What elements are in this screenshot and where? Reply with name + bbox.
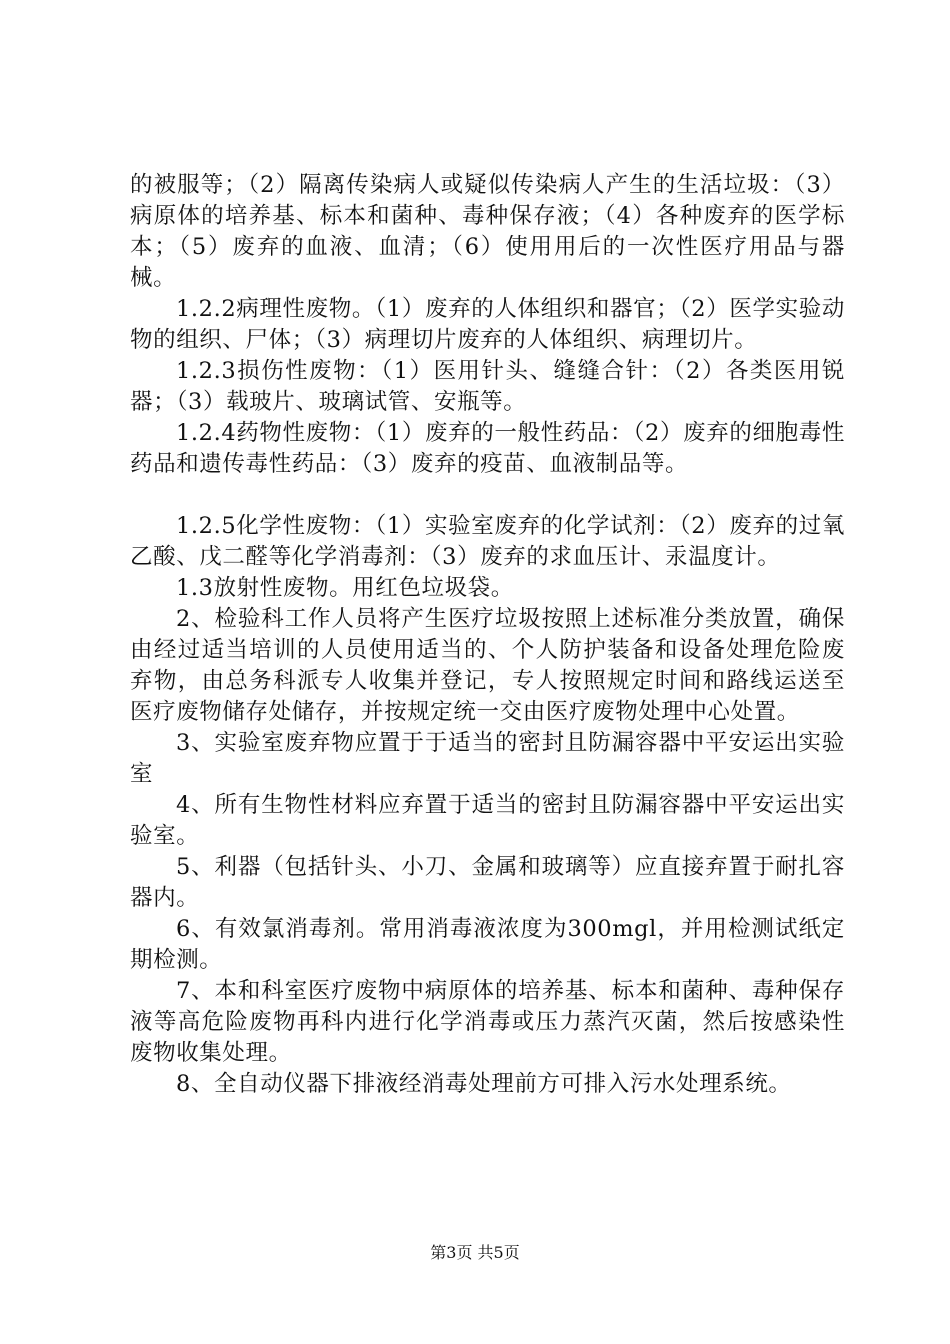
paragraph-chemical-waste: 1.2.5化学性废物：（1）实验室废弃的化学试剂：（2）废弃的过氧乙酸、戊二醛等化学消毒剂：（3）废弃的求血压计、汞温度计。	[130, 513, 845, 570]
paragraph-item-8: 8、全自动仪器下排液经消毒处理前方可排入污水处理系统。	[176, 1071, 792, 1097]
paragraph-item-7: 7、本和科室医疗废物中病原体的培养基、标本和菌种、毒种保存液等高危险废物再科内进行化学消毒或压力蒸汽灭菌，然后按感染性废物收集处理。	[130, 978, 845, 1066]
paragraph-item-6: 6、有效氯消毒剂。常用消毒液浓度为300mgl，并用检测试纸定期检测。	[130, 916, 845, 973]
paragraph-pharmaceutical-waste: 1.2.4药物性废物：（1）废弃的一般性药品：（2）废弃的细胞毒性药品和遗传毒性药品：（3）废弃的疫苗、血液制品等。	[130, 420, 845, 477]
paragraph-continued: 的被服等；（2）隔离传染病人或疑似传染病人产生的生活垃圾：（3）病原体的培养基、标本和菌种、毒种保存液；（4）各种废弃的医学标本；（5）废弃的血液、血清；（6）使用用后的一次性医疗用品与器械。	[130, 172, 845, 291]
paragraph-pathological-waste: 1.2.2病理性废物。（1）废弃的人体组织和器官；（2）医学实验动物的组织、尸体；（3）病理切片废弃的人体组织、病理切片。	[130, 296, 845, 353]
paragraph-item-4: 4、所有生物性材料应弃置于适当的密封且防漏容器中平安运出实验室。	[130, 792, 845, 849]
paragraph-radioactive-waste: 1.3放射性废物。用红色垃圾袋。	[176, 575, 514, 601]
paragraph-item-3: 3、实验室废弃物应置于于适当的密封且防漏容器中平安运出实验室	[130, 730, 845, 787]
document-body	[130, 170, 845, 1100]
paragraph-item-5: 5、利器（包括针头、小刀、金属和玻璃等）应直接弃置于耐扎容器内。	[130, 854, 845, 911]
page-number-footer: 第3页 共5页	[430, 1243, 520, 1262]
paragraph-item-2: 2、检验科工作人员将产生医疗垃圾按照上述标准分类放置，确保由经过适当培训的人员使用适当的、个人防护装备和设备处理危险废弃物，由总务科派专人收集并登记，专人按照规定时间和路线运送至医疗废物储存处储存，并按规定统一交由医疗废物处理中心处置。	[130, 606, 845, 725]
paragraph-injurious-waste: 1.2.3损伤性废物：（1）医用针头、缝缝合针：（2）各类医用锐器；（3）载玻片、玻璃试管、安瓶等。	[130, 358, 845, 415]
